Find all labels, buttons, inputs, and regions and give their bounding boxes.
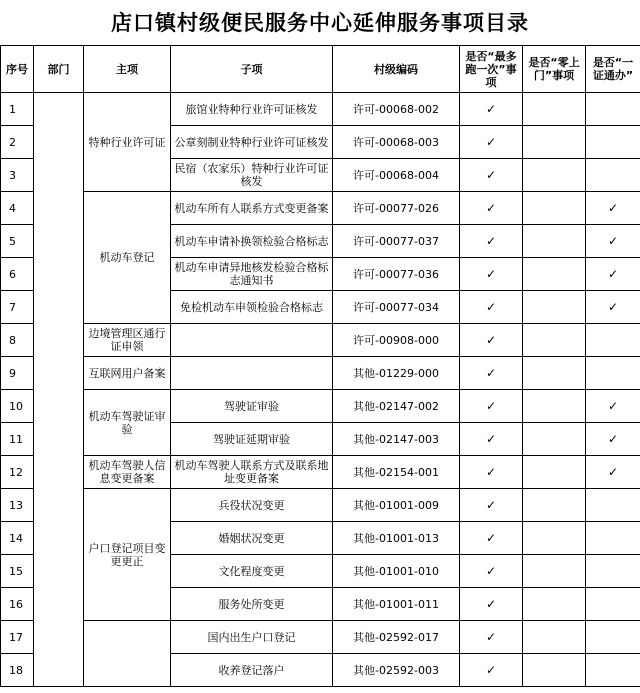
run-once-check: ✓ <box>460 324 523 357</box>
sub-item-cell: 文化程度变更 <box>171 555 333 588</box>
row-index: 13 <box>1 489 34 522</box>
village-code-cell: 其他-02592-017 <box>333 621 460 654</box>
one-certificate-check <box>586 489 640 522</box>
sub-item-cell: 服务处所变更 <box>171 588 333 621</box>
table-row <box>1 93 640 126</box>
village-code-cell: 许可-00077-036 <box>333 258 460 291</box>
sub-item-cell: 机动车申请异地核发检验合格标志通知书 <box>171 258 333 291</box>
village-code-cell: 许可-00077-034 <box>333 291 460 324</box>
zero-visit-check <box>523 621 586 654</box>
col-sub-item: 子项 <box>171 46 333 93</box>
row-index: 14 <box>1 522 34 555</box>
sub-item-cell: 国内出生户口登记 <box>171 621 333 654</box>
one-certificate-check: ✓ <box>586 192 640 225</box>
village-code-cell: 其他-01229-000 <box>333 357 460 390</box>
sub-item-cell: 收养登记落户 <box>171 654 333 687</box>
zero-visit-check <box>523 456 586 489</box>
sub-item-cell: 旅馆业特种行业许可证核发 <box>171 93 333 126</box>
run-once-check: ✓ <box>460 225 523 258</box>
village-code-cell: 许可-00068-002 <box>333 93 460 126</box>
zero-visit-check <box>523 126 586 159</box>
sub-item-cell: 民宿（农家乐）特种行业许可证核发 <box>171 159 333 192</box>
run-once-check: ✓ <box>460 390 523 423</box>
row-index: 15 <box>1 555 34 588</box>
run-once-check: ✓ <box>460 192 523 225</box>
one-certificate-check: ✓ <box>586 390 640 423</box>
col-department: 部门 <box>34 46 84 93</box>
row-index: 10 <box>1 390 34 423</box>
run-once-check: ✓ <box>460 456 523 489</box>
sub-item-cell: 机动车所有人联系方式变更备案 <box>171 192 333 225</box>
one-certificate-check <box>586 588 640 621</box>
table-row <box>1 390 640 423</box>
run-once-check: ✓ <box>460 258 523 291</box>
row-index: 6 <box>1 258 34 291</box>
row-index: 9 <box>1 357 34 390</box>
one-certificate-check <box>586 324 640 357</box>
row-index: 18 <box>1 654 34 687</box>
one-certificate-check <box>586 126 640 159</box>
village-code-cell: 其他-01001-009 <box>333 489 460 522</box>
col-main-item: 主项 <box>84 46 171 93</box>
village-code-cell: 许可-00068-003 <box>333 126 460 159</box>
run-once-check: ✓ <box>460 588 523 621</box>
table-row <box>1 456 640 489</box>
one-certificate-check <box>586 654 640 687</box>
col-index: 序号 <box>1 46 34 93</box>
row-index: 1 <box>1 93 34 126</box>
zero-visit-check <box>523 489 586 522</box>
main-item-cell: 互联网用户备案 <box>84 357 171 390</box>
sub-item-cell: 驾驶证审验 <box>171 390 333 423</box>
village-code-cell: 许可-00908-000 <box>333 324 460 357</box>
run-once-check: ✓ <box>460 126 523 159</box>
village-code-cell: 许可-00077-037 <box>333 225 460 258</box>
document-title: 店口镇村级便民服务中心延伸服务事项目录 <box>111 10 529 35</box>
sub-item-cell: 驾驶证延期审验 <box>171 423 333 456</box>
run-once-check: ✓ <box>460 555 523 588</box>
run-once-check: ✓ <box>460 621 523 654</box>
one-certificate-check: ✓ <box>586 456 640 489</box>
row-index: 8 <box>1 324 34 357</box>
main-item-cell: 边境管理区通行证申领 <box>84 324 171 357</box>
village-code-cell: 其他-02147-003 <box>333 423 460 456</box>
zero-visit-check <box>523 225 586 258</box>
row-index: 2 <box>1 126 34 159</box>
one-certificate-check: ✓ <box>586 225 640 258</box>
main-item-cell: 户口登记项目变更更正 <box>84 489 171 621</box>
village-code-cell: 其他-02147-002 <box>333 390 460 423</box>
zero-visit-check <box>523 192 586 225</box>
village-code-cell: 其他-02592-003 <box>333 654 460 687</box>
row-index: 5 <box>1 225 34 258</box>
col-run-once: 是否“最多跑一次”事项 <box>460 46 523 93</box>
row-index: 4 <box>1 192 34 225</box>
one-certificate-check <box>586 93 640 126</box>
zero-visit-check <box>523 588 586 621</box>
zero-visit-check <box>523 654 586 687</box>
sub-item-cell: 兵役状况变更 <box>171 489 333 522</box>
main-item-cell: 机动车驾驶证审验 <box>84 390 171 456</box>
col-zero-visit: 是否“零上门”事项 <box>523 46 586 93</box>
service-table <box>0 45 640 687</box>
sub-item-cell: 机动车驾驶人联系方式及联系地址变更备案 <box>171 456 333 489</box>
department-cell <box>34 93 84 687</box>
row-index: 17 <box>1 621 34 654</box>
col-one-certificate: 是否“一证通办” <box>586 46 640 93</box>
main-item-cell: 机动车驾驶人信息变更备案 <box>84 456 171 489</box>
run-once-check: ✓ <box>460 522 523 555</box>
zero-visit-check <box>523 522 586 555</box>
table-row <box>1 324 640 357</box>
zero-visit-check <box>523 324 586 357</box>
run-once-check: ✓ <box>460 489 523 522</box>
one-certificate-check <box>586 357 640 390</box>
row-index: 7 <box>1 291 34 324</box>
row-index: 16 <box>1 588 34 621</box>
one-certificate-check <box>586 159 640 192</box>
row-index: 3 <box>1 159 34 192</box>
sub-item-cell <box>171 357 333 390</box>
sub-item-cell: 婚姻状况变更 <box>171 522 333 555</box>
zero-visit-check <box>523 93 586 126</box>
run-once-check: ✓ <box>460 291 523 324</box>
run-once-check: ✓ <box>460 423 523 456</box>
zero-visit-check <box>523 390 586 423</box>
table-row <box>1 489 640 522</box>
zero-visit-check <box>523 555 586 588</box>
table-row <box>1 621 640 654</box>
run-once-check: ✓ <box>460 93 523 126</box>
one-certificate-check: ✓ <box>586 258 640 291</box>
one-certificate-check: ✓ <box>586 291 640 324</box>
zero-visit-check <box>523 159 586 192</box>
village-code-cell: 其他-01001-011 <box>333 588 460 621</box>
col-village-code: 村级编码 <box>333 46 460 93</box>
village-code-cell: 其他-01001-010 <box>333 555 460 588</box>
zero-visit-check <box>523 291 586 324</box>
main-item-cell: 特种行业许可证 <box>84 93 171 192</box>
header-row <box>1 46 640 93</box>
sub-item-cell: 公章刻制业特种行业许可证核发 <box>171 126 333 159</box>
one-certificate-check <box>586 522 640 555</box>
zero-visit-check <box>523 357 586 390</box>
row-index: 11 <box>1 423 34 456</box>
sub-item-cell <box>171 324 333 357</box>
village-code-cell: 其他-01001-013 <box>333 522 460 555</box>
village-code-cell: 许可-00077-026 <box>333 192 460 225</box>
village-code-cell: 其他-02154-001 <box>333 456 460 489</box>
row-index: 12 <box>1 456 34 489</box>
zero-visit-check <box>523 258 586 291</box>
table-row <box>1 192 640 225</box>
sub-item-cell: 免检机动车申领检验合格标志 <box>171 291 333 324</box>
zero-visit-check <box>523 423 586 456</box>
one-certificate-check <box>586 621 640 654</box>
one-certificate-check: ✓ <box>586 423 640 456</box>
main-item-cell: 机动车登记 <box>84 192 171 324</box>
sub-item-cell: 机动车申请补换领检验合格标志 <box>171 225 333 258</box>
run-once-check: ✓ <box>460 159 523 192</box>
run-once-check: ✓ <box>460 654 523 687</box>
table-row <box>1 357 640 390</box>
main-item-cell <box>84 621 171 687</box>
village-code-cell: 许可-00068-004 <box>333 159 460 192</box>
run-once-check: ✓ <box>460 357 523 390</box>
one-certificate-check <box>586 555 640 588</box>
